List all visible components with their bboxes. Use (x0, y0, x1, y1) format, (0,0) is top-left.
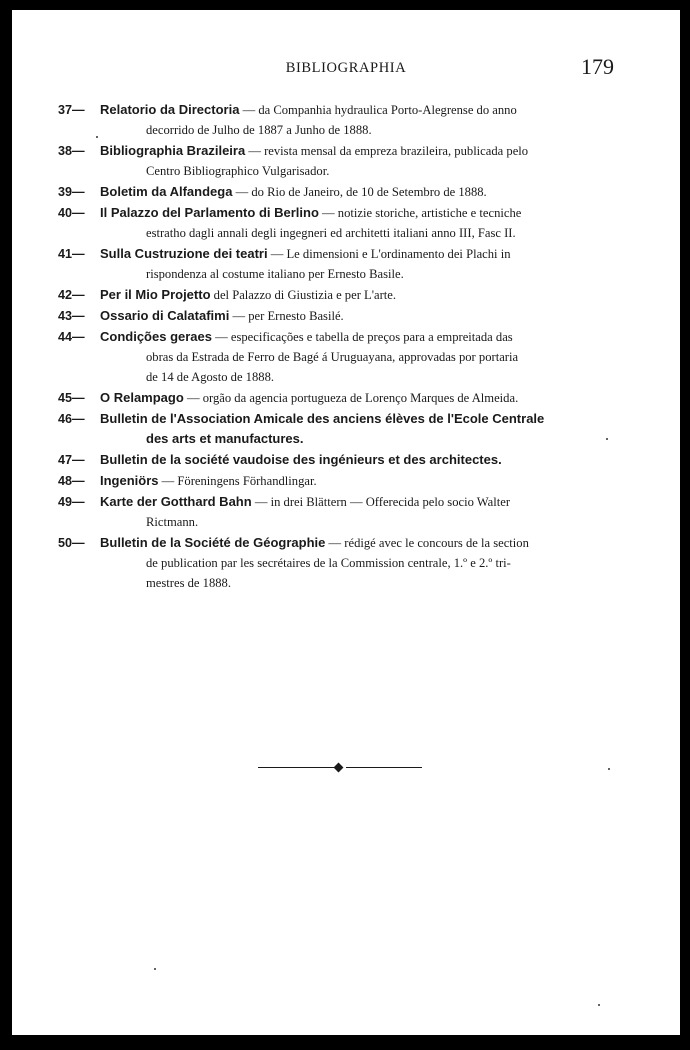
print-speck (154, 968, 156, 970)
running-head (12, 54, 680, 80)
print-speck (608, 768, 610, 770)
entry-number: 43— (58, 309, 85, 323)
bibliography-entry (58, 100, 620, 140)
entry-number: 48— (58, 474, 85, 488)
entry-number: 49— (58, 495, 85, 509)
entry-first-line (100, 450, 620, 470)
bibliography-entry (58, 409, 620, 449)
entry-first-line (100, 388, 620, 408)
entry-description: — orgão da agencia portugueza de Lorenço Marques de Almeida. (183, 391, 519, 405)
ornament-line-right (346, 767, 422, 768)
entry-number: 45— (58, 391, 85, 405)
entry-title: Per il Mio Projetto (100, 287, 211, 302)
entry-continuation-line: obras da Estrada de Ferro de Bagé á Uruguayana, approvadas por portaria (146, 350, 519, 364)
entry-number: 41— (58, 247, 85, 261)
entry-description: — in drei Blättern — Offerecida pelo socio Walter (251, 495, 511, 509)
bibliography-entry (58, 450, 620, 470)
entry-first-line (100, 327, 620, 347)
bibliography-entry (58, 203, 620, 243)
entry-title: Boletim da Alfandega (100, 184, 233, 199)
bibliography-list (58, 100, 620, 594)
end-ornament (258, 762, 422, 774)
entry-first-line (100, 100, 620, 120)
entry-number: 47— (58, 453, 85, 467)
entry-description: — da Companhia hydraulica Porto-Alegrense do anno (239, 103, 517, 117)
bibliography-entry (58, 492, 620, 532)
print-speck (606, 438, 608, 440)
bibliography-entry (58, 471, 620, 491)
entry-title: Ingeniörs (100, 473, 159, 488)
entry-title: Karte der Gotthard Bahn (100, 494, 252, 509)
bibliography-entry (58, 388, 620, 408)
entry-title: Bulletin de la Société de Géographie (100, 535, 326, 550)
entry-number: 37— (58, 103, 85, 117)
entry-continuation-line: mestres de 1888. (146, 576, 231, 590)
print-speck (96, 136, 98, 138)
running-title: BIBLIOGRAPHIA (285, 60, 407, 76)
entry-number: 42— (58, 288, 85, 302)
entry-number: 38— (58, 144, 85, 158)
entry-number: 46— (58, 412, 85, 426)
entry-title: Bibliographia Brazileira (100, 143, 246, 158)
entry-continuation-line: Rictmann. (146, 515, 199, 529)
entry-title: Relatorio da Directoria (100, 102, 240, 117)
entry-description: — rédigé avec le concours de la section (325, 536, 529, 550)
entry-title: Bulletin de l'Association Amicale des anciens élèves de l'Ecole Centrale (100, 411, 545, 426)
entry-number: 39— (58, 185, 85, 199)
entry-title: Ossario di Calatafimi (100, 308, 230, 323)
entry-description: — notizie storiche, artistiche e tecniche (318, 206, 522, 220)
entry-continuation-line: de publication par les secrétaires de la Commission centrale, 1.º e 2.º tri- (146, 556, 511, 570)
entry-continuation-line: estratho dagli annali degli ingegneri ed architetti italiani anno III, Fasc II. (146, 226, 516, 240)
entry-continuation-line: Centro Bibliographico Vulgarisador. (146, 164, 330, 178)
entry-first-line (100, 471, 620, 491)
entry-title: Sulla Custruzione dei teatri (100, 246, 268, 261)
entry-number: 40— (58, 206, 85, 220)
print-speck (598, 1004, 600, 1006)
bibliography-entry (58, 182, 620, 202)
bibliography-entry (58, 306, 620, 326)
entry-title: Il Palazzo del Parlamento di Berlino (100, 205, 319, 220)
ornament-line-left (258, 767, 334, 768)
entry-first-line (100, 182, 620, 202)
book-page (12, 10, 680, 1035)
entry-continuation-line: decorrido de Julho de 1887 a Junho de 1888. (146, 123, 372, 137)
entry-first-line (100, 141, 620, 161)
entry-first-line (100, 306, 620, 326)
entry-description: — Föreningens Förhandlingar. (158, 474, 317, 488)
entry-description: — per Ernesto Basilé. (229, 309, 344, 323)
bibliography-entry (58, 141, 620, 181)
entry-number: 50— (58, 536, 85, 550)
entry-description: — Le dimensioni e L'ordinamento dei Plachi in (267, 247, 511, 261)
entry-description: — do Rio de Janeiro, de 10 de Setembro de 1888. (232, 185, 487, 199)
page-number: 179 (581, 54, 614, 79)
entry-continuation-line: des arts et manufactures. (146, 431, 304, 446)
ornament-diamond-icon (334, 763, 344, 773)
entry-continuation-line: de 14 de Agosto de 1888. (146, 370, 275, 384)
entry-title: O Relampago (100, 390, 184, 405)
entry-title: Condições geraes (100, 329, 212, 344)
bibliography-entry (58, 327, 620, 387)
entry-first-line (100, 244, 620, 264)
bibliography-entry (58, 244, 620, 284)
entry-description: — especificações e tabella de preços para a empreitada das (212, 330, 513, 344)
entry-first-line (100, 492, 620, 512)
bibliography-entry (58, 533, 620, 593)
entry-number: 44— (58, 330, 85, 344)
entry-description: — revista mensal da empreza brazileira, publicada pelo (245, 144, 529, 158)
entry-first-line (100, 533, 620, 553)
bibliography-entry (58, 285, 620, 305)
entry-first-line (100, 409, 620, 429)
entry-description: del Palazzo di Giustizia e per L'arte. (210, 288, 397, 302)
entry-title: Bulletin de la société vaudoise des ingénieurs et des architectes. (100, 452, 502, 467)
entry-first-line (100, 203, 620, 223)
entry-first-line (100, 285, 620, 305)
entry-continuation-line: rispondenza al costume italiano per Ernesto Basile. (146, 267, 404, 281)
